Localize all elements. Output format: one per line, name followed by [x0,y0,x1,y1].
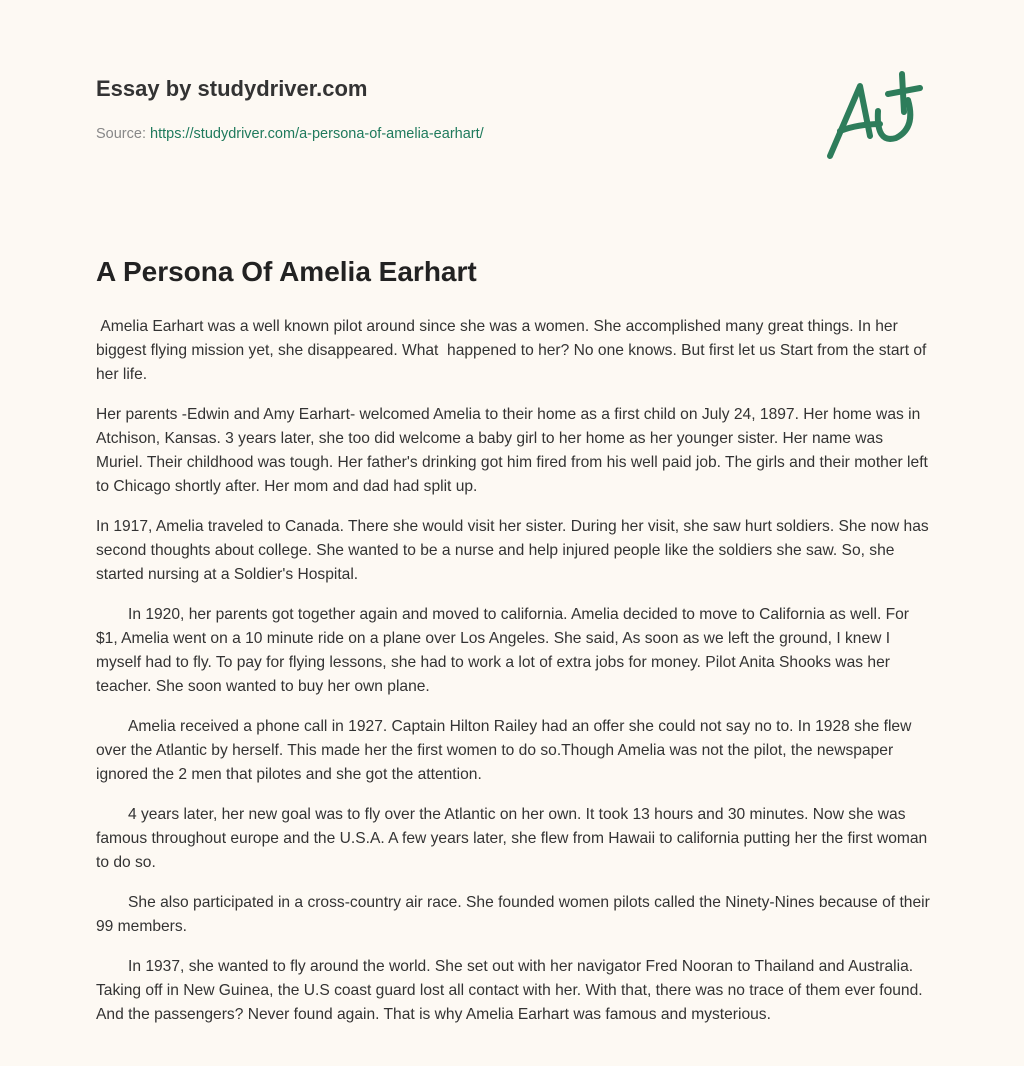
a-plus-logo-icon [818,66,928,166]
paragraph: In 1917, Amelia traveled to Canada. There she would visit her sister. During her visit, she saw hurt soldiers. She now has second thoughts about college. She wanted to be a nurse and help injured people like the soldiers she saw. So, she started nursing at a Soldier's Hospital. [96,518,929,583]
source-link[interactable]: https://studydriver.com/a-persona-of-amelia-earhart/ [150,126,484,142]
paragraph: Amelia Earhart was a well known pilot around since she was a women. She accomplished many great things. In her biggest flying mission yet, she disappeared. What happened to her? No one knows. But first let us Start from the start of her life. [96,318,931,383]
paragraph: 4 years later, her new goal was to fly over the Atlantic on her own. It took 13 hours and 30 minutes. Now she was famous throughout europe and the U.S.A. A few years later, she flew from Hawaii to california putting her the first woman to do so. [96,806,928,871]
header [96,76,484,142]
source-line [96,126,484,142]
site-title: Essay by studydriver.com [96,76,368,101]
paragraph: In 1937, she wanted to fly around the world. She set out with her navigator Fred Nooran to Thailand and Australia. Taking off in New Guinea, the U.S coast guard lost all contact with her. With that, there was no trace of them ever found. And the passengers? Never found again. That is why Amelia Earhart was famous and mysterious. [96,958,923,1023]
source-label: Source: [96,126,146,142]
paragraph: Amelia received a phone call in 1927. Captain Hilton Railey had an offer she could not say no to. In 1928 she flew over the Atlantic by herself. This made her the first women to do so.Though Amelia was not the pilot, the newspaper ignored the 2 men that pilotes and she got the attention. [96,718,912,783]
essay-title: A Persona Of Amelia Earhart [96,256,477,287]
paragraph: Her parents -Edwin and Amy Earhart- welcomed Amelia to their home as a first child on July 24, 1897. Her home was in Atchison, Kansas. 3 years later, she too did welcome a baby girl to her home as her younger sister. Her name was Muriel. Their childhood was tough. Her father's drinking got him fired from his well paid job. The girls and their mother left to Chicago shortly after. Her mom and dad had split up. [96,406,928,495]
paragraph: She also participated in a cross-country air race. She founded women pilots called the Ninety-Nines because of their 99 members. [96,894,930,935]
paragraph: In 1920, her parents got together again and moved to california. Amelia decided to move to California as well. For $1, Amelia went on a 10 minute ride on a plane over Los Angeles. She said, As soon as we left the ground, I knew I myself had to fly. To pay for flying lessons, she had to work a lot of extra jobs for money. Pilot Anita Shooks was her teacher. She soon wanted to buy her own plane. [96,606,910,695]
essay-body [96,315,930,1043]
